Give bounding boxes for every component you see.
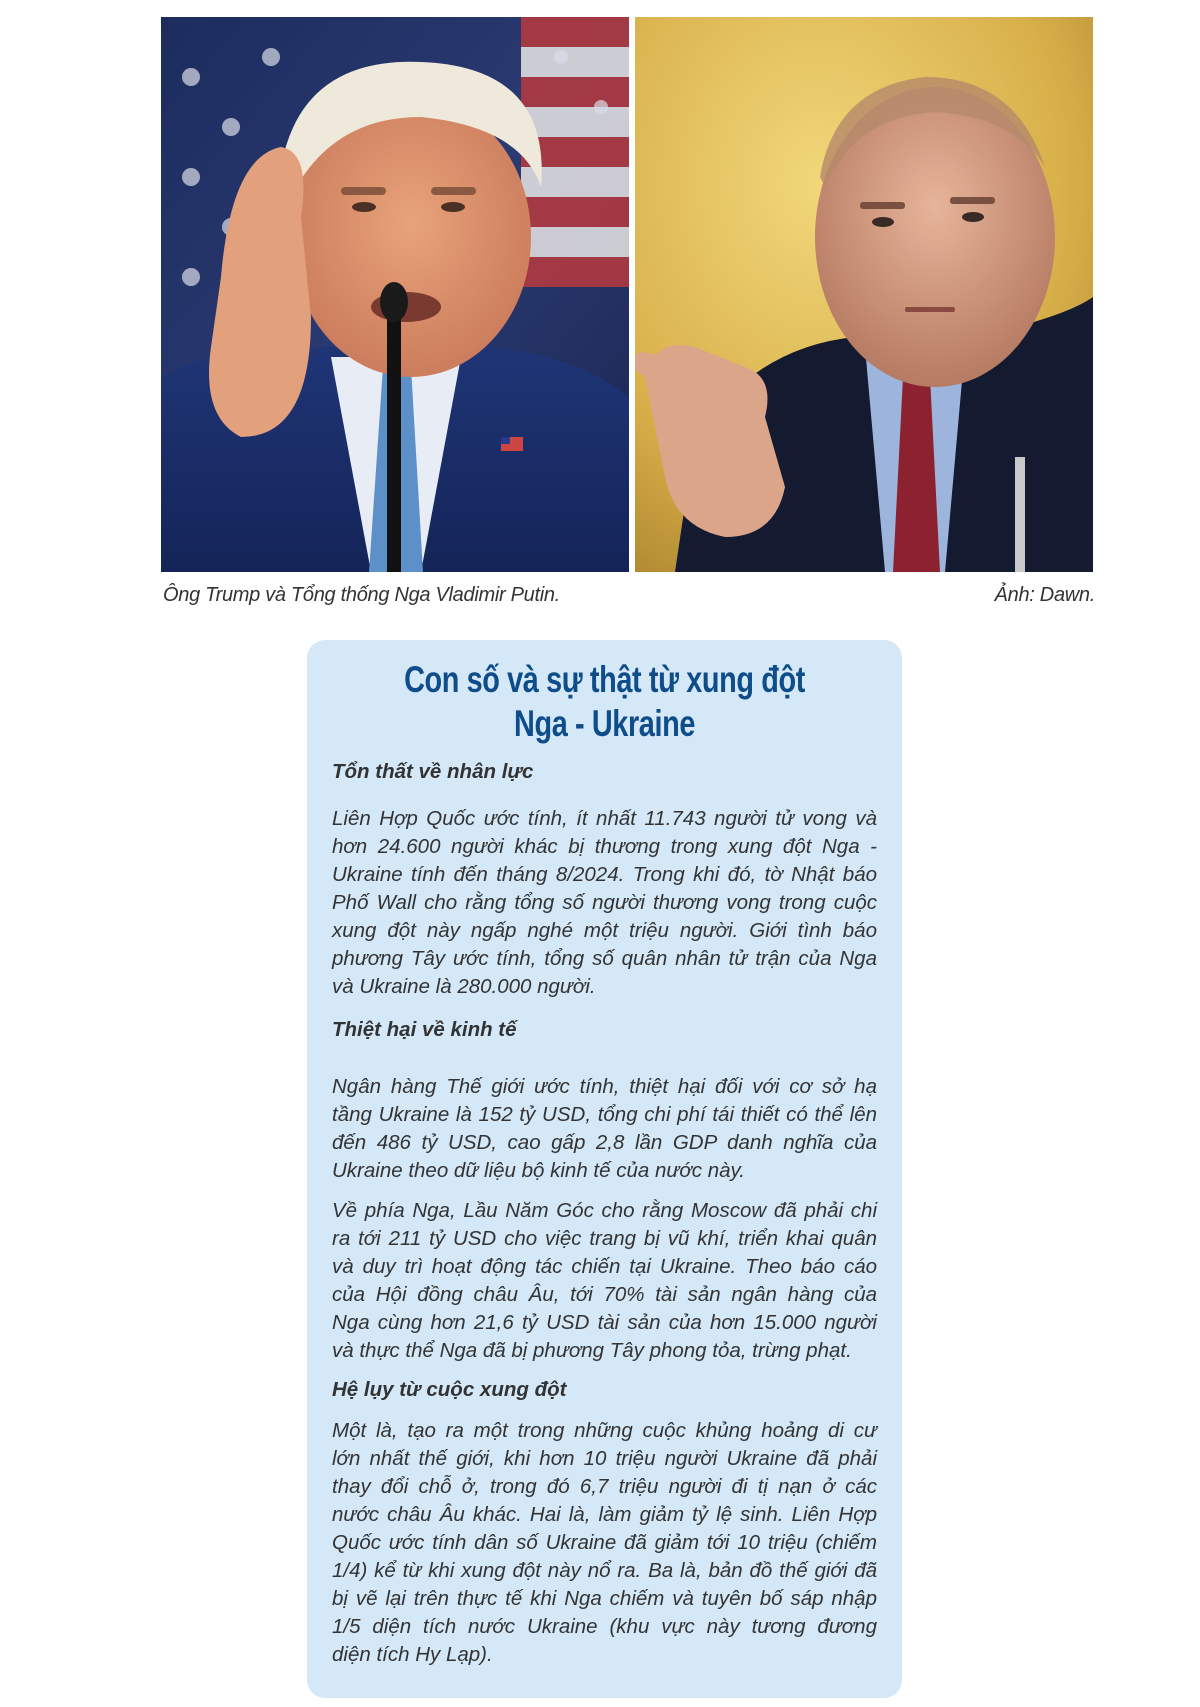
photo-credit: Ảnh: Dawn. <box>994 584 1095 606</box>
section-economy <box>332 1016 877 1044</box>
paragraph <box>332 1073 877 1185</box>
section-losses-body <box>332 805 877 1001</box>
text-line: 1/4) kể từ khi xung đột này nổ ra. Ba là, bản đồ thế giới đã <box>332 1559 877 1582</box>
text-line: bị vẽ lại trên thực tế khi Nga chiếm và tuyên bố sáp nhập <box>332 1587 877 1610</box>
text-line: và duy trì hoạt động tác chiến tại Ukraine. Theo báo cáo <box>332 1255 877 1278</box>
text-line: 1/5 diện tích nước Ukraine (khu vực này tương đương <box>332 1615 877 1638</box>
photo-caption: Ông Trump và Tổng thống Nga Vladimir Putin. <box>163 584 560 606</box>
text-line: và thực thể Nga đã bị phương Tây phong tỏa, trừng phạt. <box>332 1339 852 1362</box>
factbox-title-line2: Nga - Ukraine <box>514 703 695 744</box>
text-line: và Ukraine là 280.000 người. <box>332 975 596 998</box>
text-line: thay đổi chỗ ở, trong đó 6,7 triệu người đi tị nạn ở các <box>332 1475 877 1498</box>
section-consequences <box>332 1376 877 1404</box>
text-line: Quốc ước tính dân số Ukraine đã giảm tới 10 triệu (chiếm <box>332 1531 877 1554</box>
text-line: Một là, tạo ra một trong những cuộc khủng hoảng di cư <box>332 1419 877 1442</box>
text-line: ra tới 211 tỷ USD cho việc trang bị vũ khí, triển khai quân <box>332 1227 877 1250</box>
text-line: Ukraine theo dữ liệu bộ kinh tế của nước này. <box>332 1159 745 1182</box>
section-consequences-body <box>332 1417 877 1669</box>
text-line: Ukraine tính đến tháng 8/2024. Trong khi đó, tờ Nhật báo <box>332 863 877 886</box>
text-line: diện tích Hy Lạp). <box>332 1643 493 1666</box>
section-heading: Thiệt hại về kinh tế <box>332 1018 517 1041</box>
photo-putin <box>635 17 1093 572</box>
text-line: Về phía Nga, Lầu Năm Góc cho rằng Moscow đã phải chi <box>332 1199 877 1222</box>
trump-photo-icon <box>161 17 629 572</box>
factbox-title-line1: Con số và sự thật từ xung đột <box>404 659 805 700</box>
text-line: của Hội đồng châu Âu, tới 70% tài sản ngân hàng của <box>332 1283 877 1306</box>
text-line: Liên Hợp Quốc ước tính, ít nhất 11.743 người tử vong và <box>332 807 877 830</box>
paragraph <box>332 1417 877 1669</box>
paragraph <box>332 805 877 1001</box>
text-line: phương Tây ước tính, tổng số quân nhân tử trận của Nga <box>332 947 877 970</box>
text-line: lớn nhất thế giới, khi hơn 10 triệu người Ukraine đã phải <box>332 1447 877 1470</box>
putin-photo-icon <box>635 17 1093 572</box>
text-line: hơn 24.600 người khác bị thương trong xung đột Nga - <box>332 835 877 858</box>
section-heading: Hệ lụy từ cuộc xung đột <box>332 1378 567 1401</box>
section-economy-body-2 <box>332 1197 877 1365</box>
text-line: Phố Wall cho rằng tổng số người thương vong trong cuộc <box>332 891 877 914</box>
fact-box <box>307 640 902 1698</box>
text-line: tầng Ukraine là 152 tỷ USD, tổng chi phí tái thiết có thể lên <box>332 1103 877 1126</box>
paragraph <box>332 1197 877 1365</box>
section-economy-body-1 <box>332 1073 877 1185</box>
photo-trump <box>161 17 629 572</box>
text-line: nước châu Âu khác. Hai là, làm giảm tỷ lệ sinh. Liên Hợp <box>332 1503 877 1526</box>
section-heading: Tổn thất về nhân lực <box>332 760 534 783</box>
text-line: đến 486 tỷ USD, cao gấp 2,8 lần GDP danh nghĩa của <box>332 1131 877 1154</box>
section-losses <box>332 758 877 786</box>
text-line: Nga cùng hơn 21,6 tỷ USD tài sản của hơn 15.000 người <box>332 1311 877 1334</box>
text-line: xung đột này ngấp nghé một triệu người. Giới tình báo <box>332 919 877 942</box>
text-line: Ngân hàng Thế giới ước tính, thiệt hại đối với cơ sở hạ <box>332 1075 877 1098</box>
